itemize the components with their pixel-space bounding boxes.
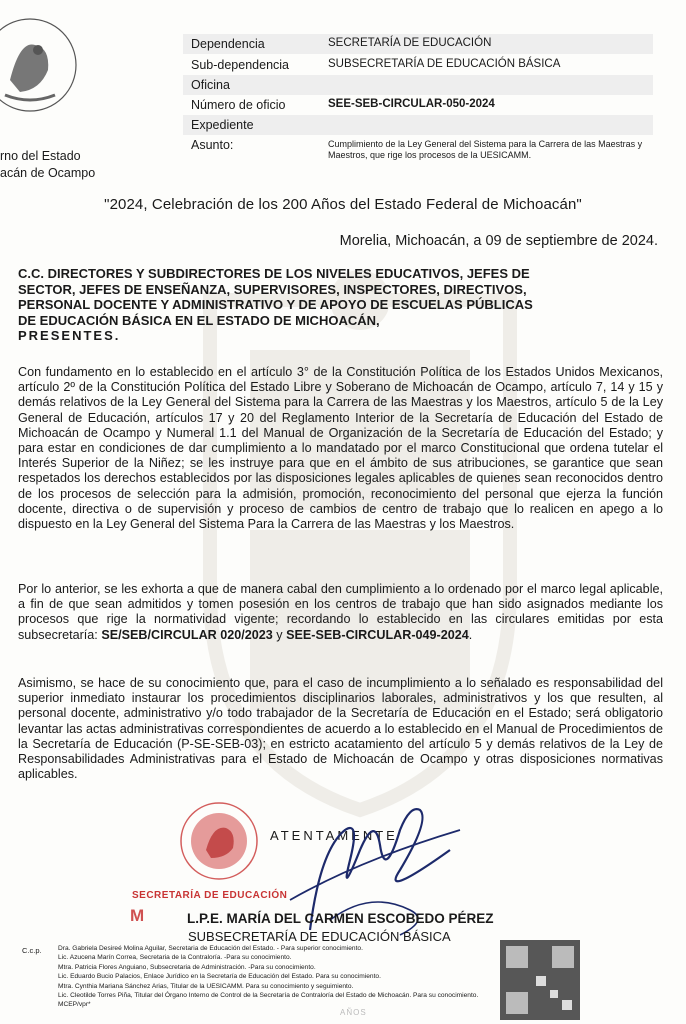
stamp-text: SECRETARÍA DE EDUCACIÓN xyxy=(132,890,288,901)
header-value: Cumplimiento de la Ley General del Sistema para la Carrera de las Maestras y Maestros, que rige los procesos de la UESICAMM. xyxy=(328,139,643,160)
circular-reference: SEE-SEB-CIRCULAR-049-2024 xyxy=(286,627,469,642)
header-table xyxy=(183,28,653,161)
addressee-presentes: PRESENTES. xyxy=(18,328,121,344)
ccp-label: C.c.p. xyxy=(22,946,42,955)
body-paragraph-3: Asimismo, se hace de su conocimiento que, para el caso de incumplimiento a lo señalado es responsabilidad del superior inmediato instaurar los procedimientos disciplinarios laborales, administrativos y los que resulten, al personal docente, administrativo y/o todo trabajador de la Secretaría de Educación en el Estado; será obligatorio levantar las actas administrativas correspondientes de acuerdo a lo establecido en el Manual de Procedimientos de la Secretaría de Educación (P-SE-SEB-03); en estricto acatamiento del artículo 5 y demás relativos de la Ley de Responsabilidades Administrativas para el Estado de Michoacán de Ocampo y otras disposiciones normativas aplicables. xyxy=(18,676,663,782)
paragraph-text: . xyxy=(468,627,473,642)
stamp-partial-text: M xyxy=(130,906,145,925)
header-row-subdependencia xyxy=(183,55,653,75)
addressee-line: SECTOR, JEFES DE ENSEÑANZA, SUPERVISORES, INSPECTORES, DIRECTIVOS, xyxy=(18,281,527,297)
header-row-asunto xyxy=(183,135,653,161)
mexican-eagle-seal-icon xyxy=(0,10,80,120)
footer-watermark-text: AÑOS xyxy=(340,1008,367,1017)
paragraph-text: y xyxy=(272,627,287,642)
header-label: Número de oficio xyxy=(191,98,286,112)
government-caption xyxy=(0,148,95,182)
header-label: Dependencia xyxy=(191,37,265,51)
ccp-item: Mtra. Patricia Flores Anguiano, Subsecretaria de Administración. -Para su conocimiento. xyxy=(58,963,316,971)
header-row-dependencia xyxy=(183,34,653,54)
government-caption-line1: rno del Estado xyxy=(0,149,81,163)
header-value: SUBSECRETARÍA DE EDUCACIÓN BÁSICA xyxy=(328,58,561,70)
header-value: SEE-SEB-CIRCULAR-050-2024 xyxy=(328,98,495,110)
hologram-seal-icon xyxy=(500,940,580,1020)
red-seal-stamp-icon xyxy=(178,800,260,882)
paragraph-text: Por lo anterior, se les exhorta a que de manera cabal den cumplimiento a lo ordenado por el marco legal aplicable, a fin de que sean admitidos y tomen posesión en los centros de trabajo que han sido asignados mediante los procesos que rige la normatividad vigente; recordando lo establecido en las circulares emitidas por esta subsecretaría: xyxy=(18,582,663,642)
ccp-item: Lic. Eduardo Bucio Palacios, Enlace Jurídico en la Secretaría de Educación del Estado. Para su conocimiento. xyxy=(58,973,381,981)
signer-title: SUBSECRETARÍA DE EDUCACIÓN BÁSICA xyxy=(188,929,451,944)
ccp-item: Dra. Gabriela Desireé Molina Aguilar, Secretaria de Educación del Estado. - Para superior conocimiento. xyxy=(58,945,363,952)
ccp-item: MCEP/vpr* xyxy=(58,1001,91,1009)
addressee-line: PERSONAL DOCENTE Y ADMINISTRATIVO Y DE APOYO DE ESCUELAS PÚBLICAS xyxy=(18,297,533,313)
body-paragraph-2 xyxy=(18,582,663,643)
ccp-item: Lic. Azucena Marín Correa, Secretaria de la Contraloría. -Para su conocimiento. xyxy=(58,954,292,962)
addressee-line: DE EDUCACIÓN BÁSICA EN EL ESTADO DE MICHOACÁN, xyxy=(18,312,380,328)
addressee-block xyxy=(18,266,658,344)
signer-name: L.P.E. MARÍA DEL CARMEN ESCOBEDO PÉREZ xyxy=(187,911,494,926)
header-label: Sub-dependencia xyxy=(191,58,289,72)
government-caption-line2: acán de Ocampo xyxy=(0,166,96,180)
body-paragraph-1: Con fundamento en lo establecido en el artículo 3° de la Constitución Política de los Estados Unidos Mexicanos, artículo 2º de la Constitución Política del Estado Libre y Soberano de Michoacán de Ocampo, artículo 7, 14 y 15 y demás relativos de la Ley General del Sistema para la Carrera de las Maestras y los Maestros, artículo 5 de la Ley General de Educación, artículos 17 y 20 del Reglamento Interior de la Secretaría de Educación del Estado de Michoacán de Ocampo y Numeral 1.1 del Manual de Organización de la Secretaría de Educación del Estado; y para estar en condiciones de dar cumplimiento a lo mandatado por el marco Constitucional que ordena tutelar el Interés Superior de la Niñez; se les instruye para que en el ámbito de sus atribuciones, se garantice que sean respetados los derechos establecidos por las disposiciones legales aplicables de quienes sean reconocidos dentro de los procesos de selección para la admisión, promoción, reconocimiento del personal que ejerza la función docente, directiva o de supervisión y proceso de cambios de centro de trabajo que lo realicen en apego a lo dispuesto en la Ley General del Sistema Para la Carrera de las Maestras y los Maestros. xyxy=(18,365,663,532)
place-and-date: Morelia, Michoacán, a 09 de septiembre de 2024. xyxy=(339,233,658,249)
ccp-item: Mtra. Cynthia Mariana Sánchez Arias, Titular de la UESICAMM. Para su conocimiento y seguimiento. xyxy=(58,982,354,990)
header-row-expediente xyxy=(183,115,653,135)
header-label: Asunto: xyxy=(191,138,234,152)
year-motto: "2024, Celebración de los 200 Años del Estado Federal de Michoacán" xyxy=(104,196,582,213)
header-label: Oficina xyxy=(191,78,230,92)
header-row-numero-oficio xyxy=(183,95,653,115)
closing-atentamente: ATENTAMENTE xyxy=(270,828,398,843)
header-label: Expediente xyxy=(191,118,254,132)
ccp-item: Lic. Cleotilde Torres Piña, Titular del Órgano Interno de Control de la Secretaría de Contraloría del Estado de Michoacán. Para su conocimiento. xyxy=(58,992,479,1000)
addressee-line: C.C. DIRECTORES Y SUBDIRECTORES DE LOS NIVELES EDUCATIVOS, JEFES DE xyxy=(18,266,530,281)
header-row-oficina xyxy=(183,75,653,95)
header-value: SECRETARÍA DE EDUCACIÓN xyxy=(328,37,492,49)
circular-reference: SE/SEB/CIRCULAR 020/2023 xyxy=(101,627,273,642)
